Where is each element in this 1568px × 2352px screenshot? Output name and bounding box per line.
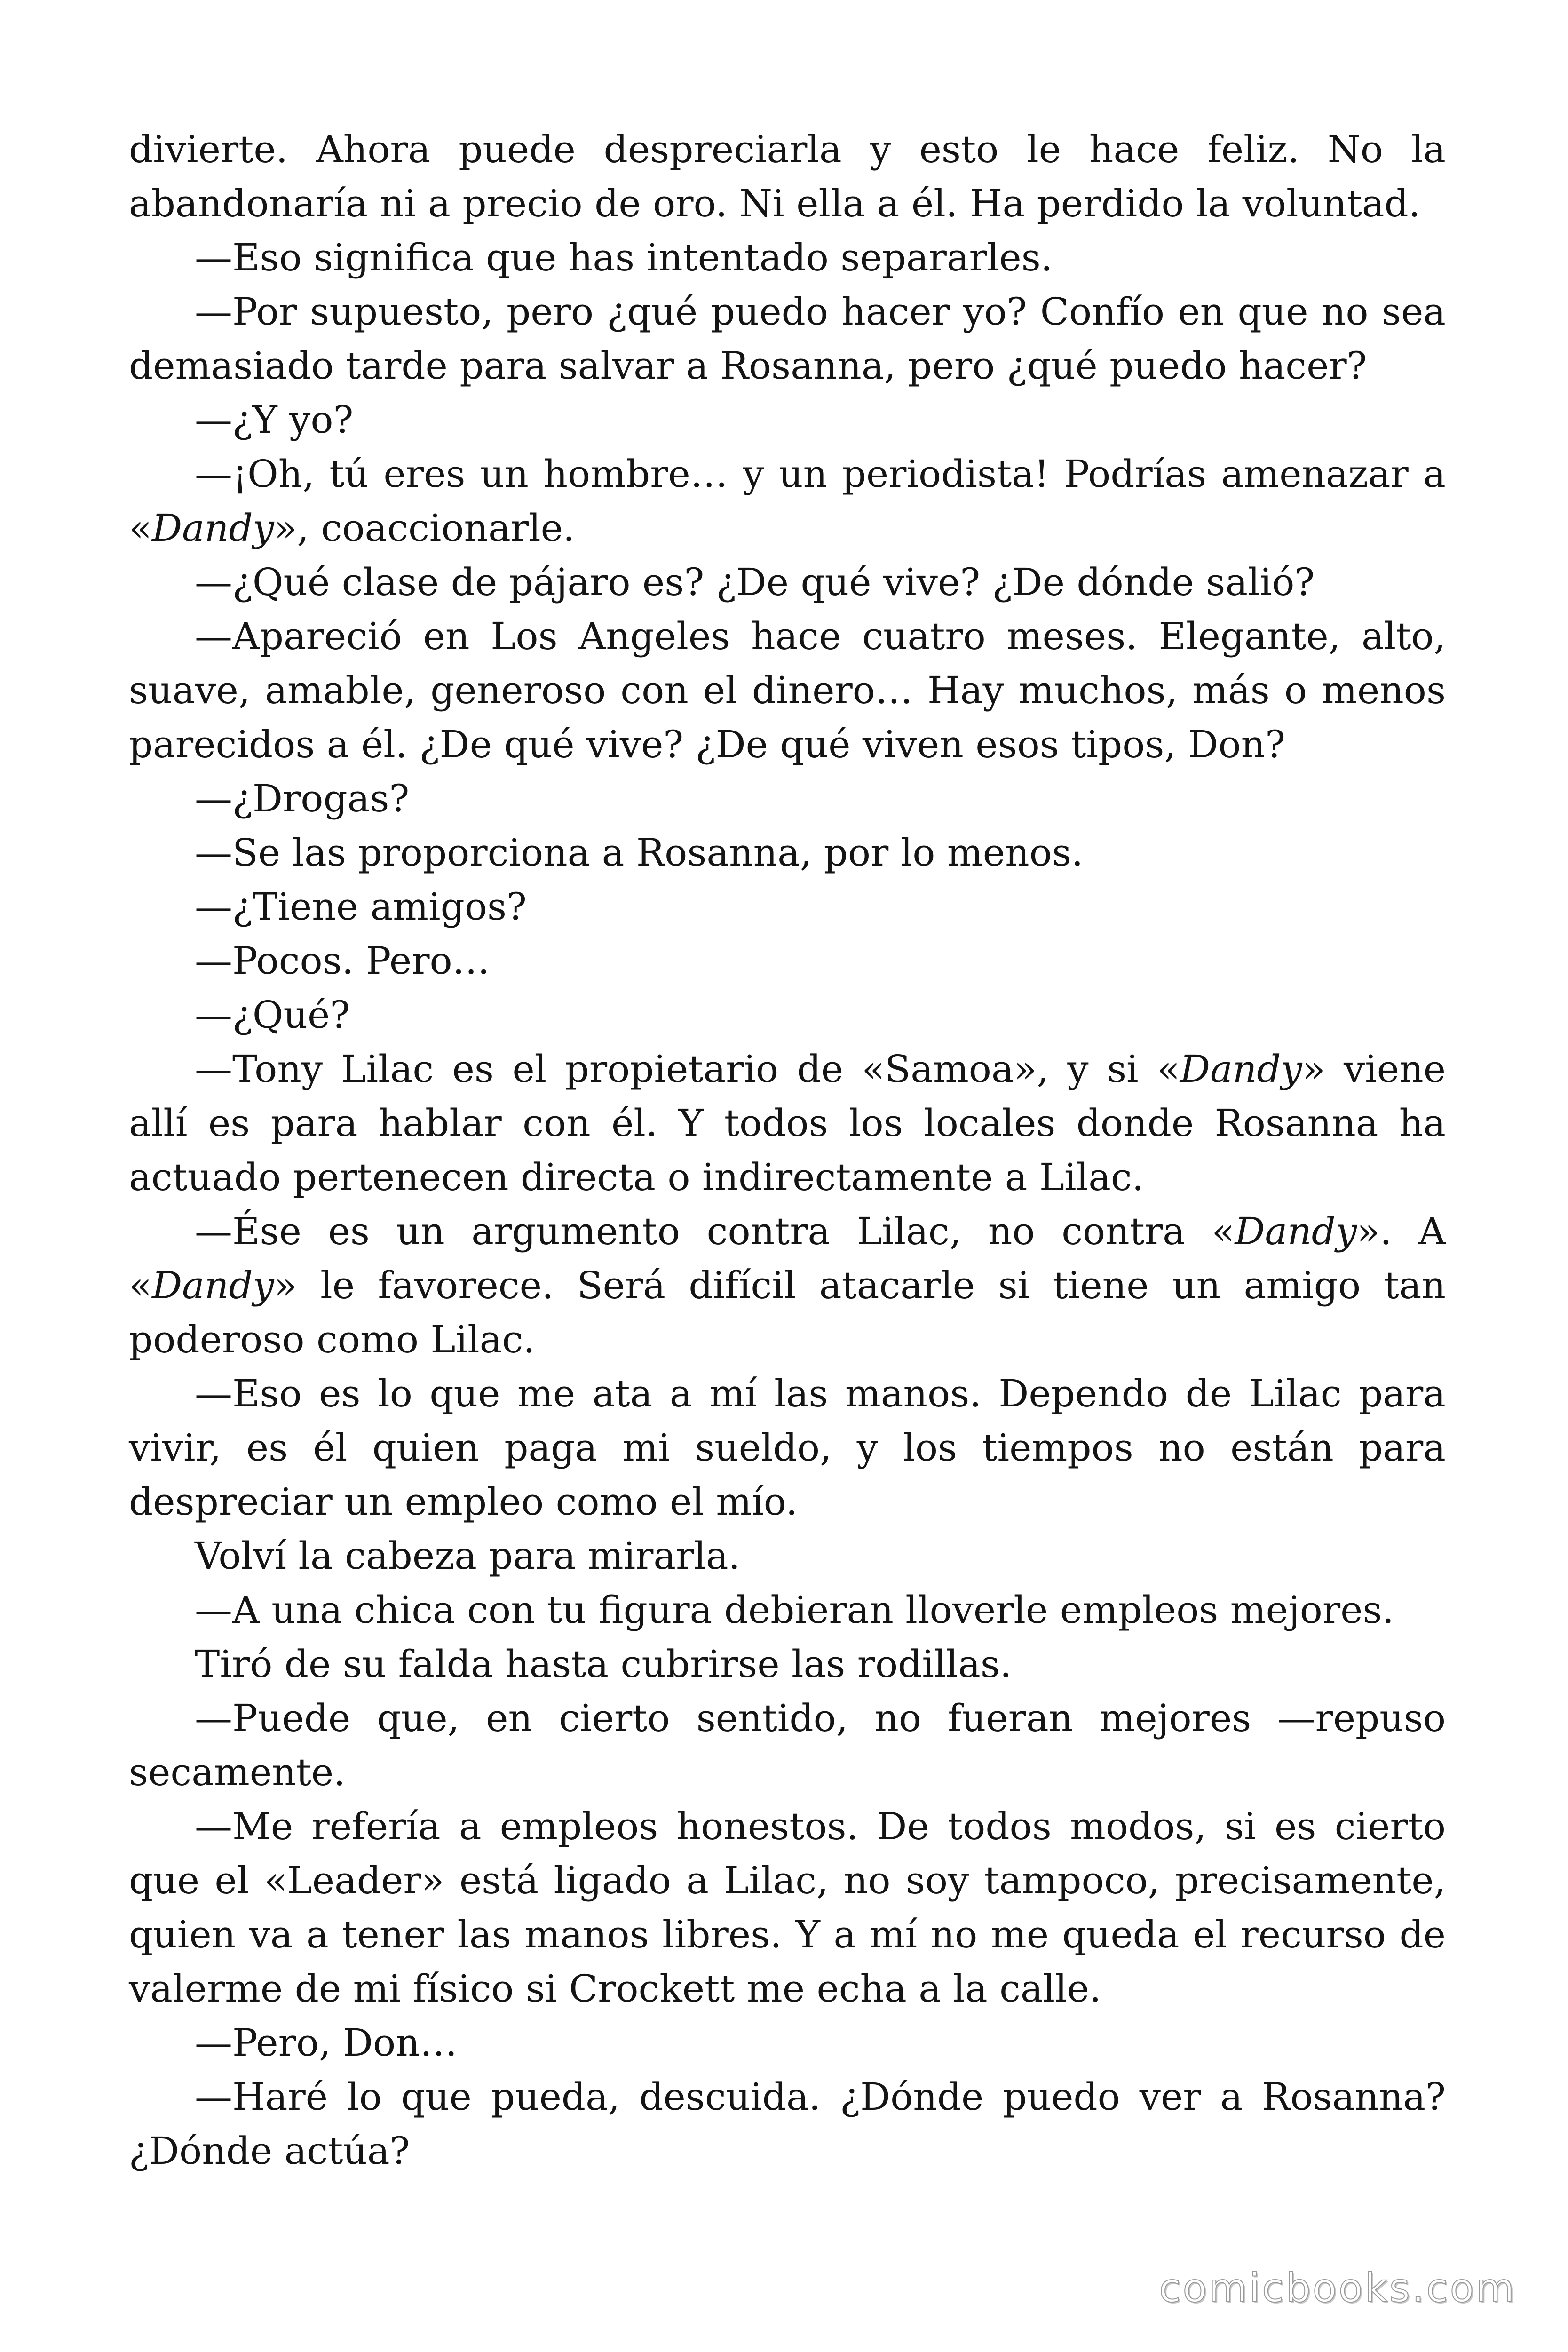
text-line: valerme de mi físico si Crockett me echa a la calle. [129,1967,1101,2010]
text-line: —Apareció en Los Angeles hace cuatro meses. Elegante, alto, [195,614,1446,658]
text-line: demasiado tarde para salvar a Rosanna, pero ¿qué puedo hacer? [129,344,1367,388]
text-line: —Pero, Don… [195,2021,458,2065]
text-line: —¿Qué clase de pájaro es? ¿De qué vive? ¿De dónde salió? [195,560,1315,604]
text-line: actuado pertenecen directa o indirectamente a Lilac. [129,1155,1144,1199]
text-line: abandonaría ni a precio de oro. Ni ella a él. Ha perdido la voluntad. [129,182,1421,225]
text-line: secamente. [129,1750,346,1794]
text-line: —¡Oh, tú eres un hombre… y un periodista! Podrías amenazar a [195,452,1446,496]
text-line: parecidos a él. ¿De qué vive? ¿De qué viven esos tipos, Don? [129,723,1285,766]
text-line: —¿Tiene amigos? [195,885,527,929]
text-line: Volví la cabeza para mirarla. [195,1534,741,1578]
text-line: suave, amable, generoso con el dinero… Hay muchos, más o menos [129,668,1446,712]
text-line: —¿Drogas? [195,777,410,820]
text-line: —Pocos. Pero… [195,939,490,983]
text-line: —Haré lo que pueda, descuida. ¿Dónde puedo ver a Rosanna? [195,2075,1446,2119]
text-line: Tiró de su falda hasta cubrirse las rodillas. [195,1642,1012,1686]
text-line: —Eso es lo que me ata a mí las manos. Dependo de Lilac para [195,1372,1446,1415]
text-line: —Tony Lilac es el propietario de «Samoa», y si «Dandy» viene [195,1047,1446,1091]
text-line: —A una chica con tu figura debieran lloverle empleos mejores. [195,1588,1394,1632]
text-line: despreciar un empleo como el mío. [129,1480,798,1524]
text-line: vivir, es él quien paga mi sueldo, y los tiempos no están para [129,1426,1446,1470]
text-line: —Se las proporciona a Rosanna, por lo menos. [195,831,1084,874]
text-line: divierte. Ahora puede despreciarla y esto le hace feliz. No la [129,127,1446,171]
text-line: poderoso como Lilac. [129,1318,535,1361]
text-line: —Ése es un argumento contra Lilac, no contra «Dandy». A [195,1209,1446,1253]
text-line: —¿Qué? [195,993,350,1037]
text-line: —Puede que, en cierto sentido, no fueran mejores —repuso [195,1696,1446,1740]
italic-name: Dandy [1235,1209,1357,1253]
text-line: que el «Leader» está ligado a Lilac, no soy tampoco, precisamente, [129,1859,1446,1902]
italic-name: Dandy [151,1263,274,1307]
book-page-text [129,122,1446,2178]
text-line: —Me refería a empleos honestos. De todos modos, si es cierto [195,1804,1446,1848]
text-line: ¿Dónde actúa? [129,2129,410,2173]
text-line: «Dandy» le favorece. Será difícil atacarle si tiene un amigo tan [129,1263,1446,1307]
text-line: —Eso significa que has intentado separarles. [195,236,1053,279]
watermark: comicbooks.com [1159,2265,1516,2311]
text-line: —Por supuesto, pero ¿qué puedo hacer yo? Confío en que no sea [195,290,1446,334]
text-line: «Dandy», coaccionarle. [129,506,575,550]
text-line: —¿Y yo? [195,398,354,442]
italic-name: Dandy [1180,1047,1302,1091]
text-line: allí es para hablar con él. Y todos los locales donde Rosanna ha [129,1101,1446,1145]
text-line: quien va a tener las manos libres. Y a mí no me queda el recurso de [129,1913,1446,1956]
italic-name: Dandy [151,506,274,550]
